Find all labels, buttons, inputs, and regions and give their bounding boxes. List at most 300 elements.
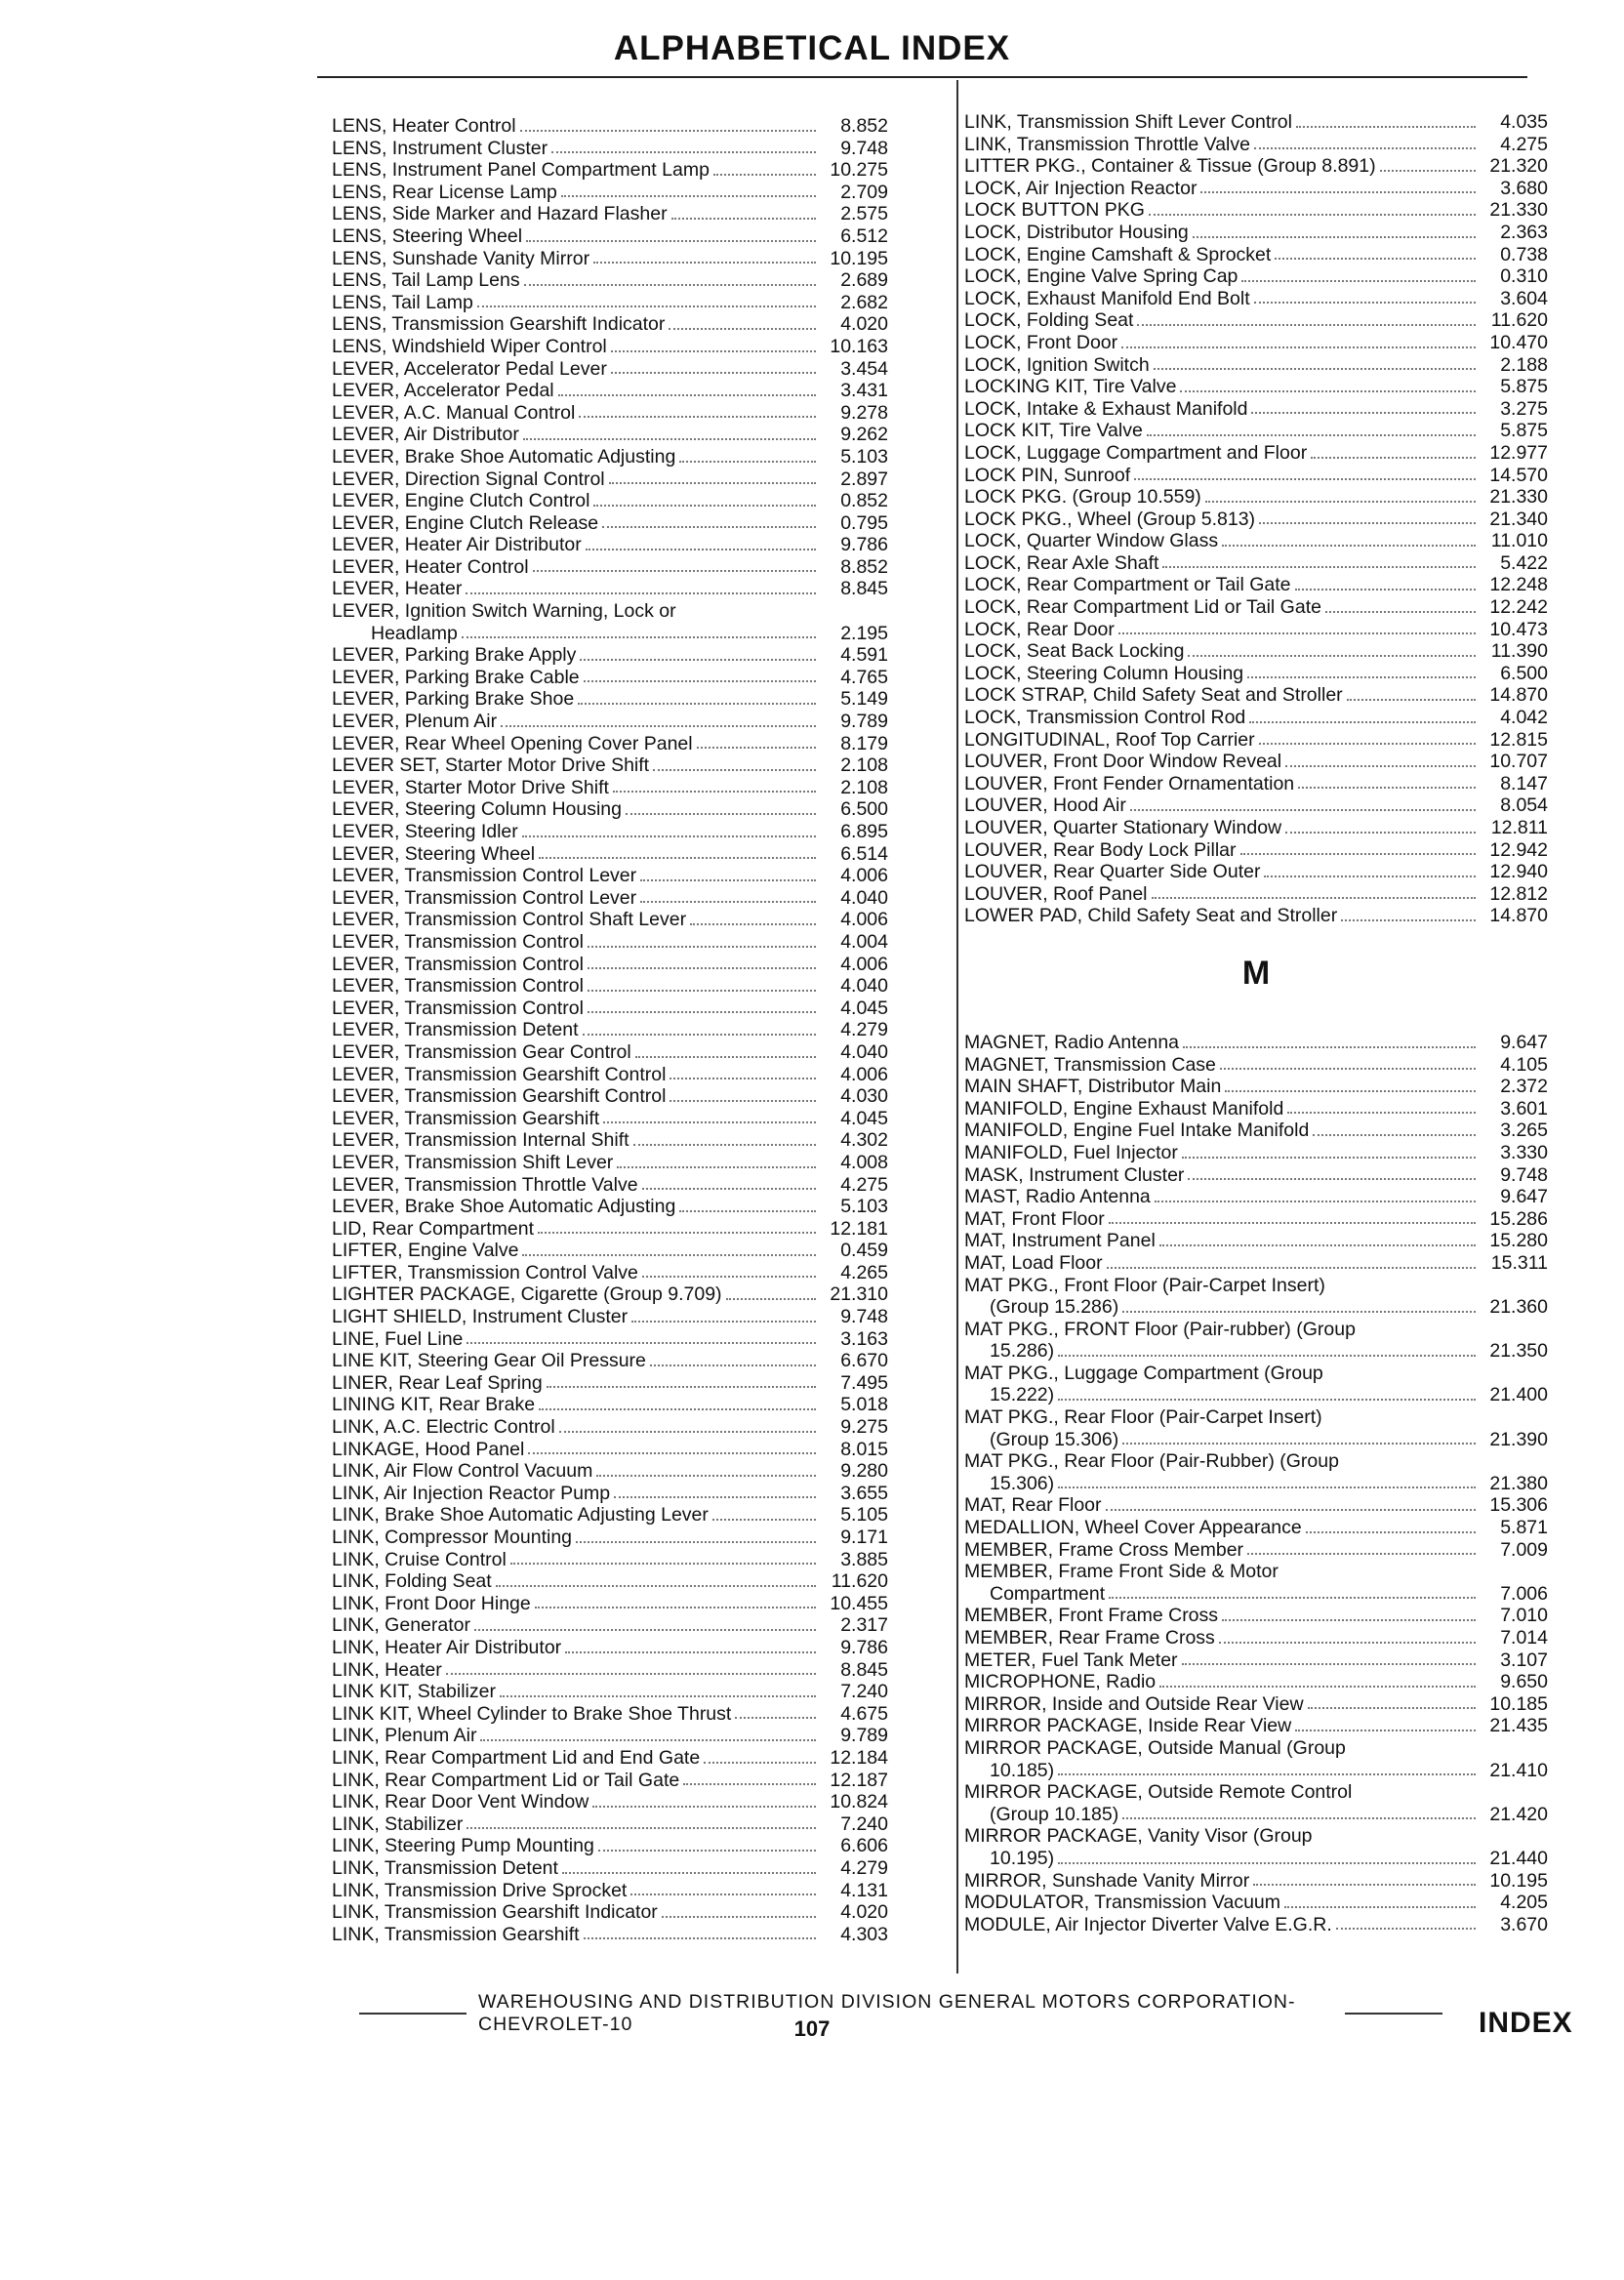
index-entry xyxy=(332,1857,888,1880)
index-entry xyxy=(964,1494,1548,1517)
dot-leader xyxy=(614,1496,816,1498)
index-entry-page-ref: 10.185 xyxy=(1489,1692,1548,1715)
index-entry-second-line xyxy=(964,1848,1548,1870)
dot-leader xyxy=(593,262,816,264)
dot-leader xyxy=(1311,457,1476,459)
index-entry-name: LINK, Transmission Gearshift Indicator xyxy=(332,1901,658,1924)
dot-leader xyxy=(1341,919,1476,921)
index-entry-name: LITTER PKG., Container & Tissue (Group 8.891) xyxy=(964,155,1376,178)
index-entry-name: LOCK, Exhaust Manifold End Bolt xyxy=(964,287,1250,309)
index-entry-name: LEVER, Rear Wheel Opening Cover Panel xyxy=(332,732,693,754)
index-entry-page-ref: 2.108 xyxy=(840,776,888,798)
index-entry xyxy=(332,843,888,866)
index-entry xyxy=(332,1174,888,1197)
index-entry-page-ref: 3.680 xyxy=(1500,177,1548,199)
index-entry-name: LEVER, Transmission Gearshift xyxy=(332,1107,600,1129)
dot-leader xyxy=(1285,832,1476,834)
dot-leader xyxy=(712,1519,816,1521)
index-entry xyxy=(332,777,888,799)
index-entry xyxy=(964,1825,1548,1869)
index-entry-name: LOCK BUTTON PKG xyxy=(964,199,1145,222)
index-entry-page-ref: 3.275 xyxy=(1500,397,1548,420)
dot-leader xyxy=(1220,1068,1476,1070)
dot-leader xyxy=(520,130,816,132)
index-entry-name: LEVER, A.C. Manual Control xyxy=(332,401,576,424)
index-entry-name: LEVER, Brake Shoe Automatic Adjusting xyxy=(332,1196,676,1218)
dot-leader xyxy=(653,769,816,771)
index-entry-first-line xyxy=(964,1450,1548,1473)
index-entry-page-ref: 3.885 xyxy=(840,1548,888,1570)
index-entry-page-ref: 9.786 xyxy=(840,1636,888,1658)
right-index-entries-m xyxy=(964,1032,1548,1935)
index-entry-first-line xyxy=(964,1406,1548,1429)
index-entry xyxy=(332,1240,888,1262)
index-entry xyxy=(332,975,888,998)
index-entry-page-ref: 21.400 xyxy=(1489,1384,1548,1406)
dot-leader xyxy=(1253,1884,1476,1886)
dot-leader xyxy=(592,1806,816,1808)
index-entry-name: LINK, Folding Seat xyxy=(332,1570,492,1593)
index-entry xyxy=(332,1770,888,1792)
dot-leader xyxy=(524,284,816,286)
index-entry-name: MAT PKG., Rear Floor (Pair-Carpet Insert) xyxy=(964,1406,1322,1429)
index-entry-name: LEVER, Accelerator Pedal Lever xyxy=(332,357,607,380)
index-entry-name: LINK, Air Flow Control Vacuum xyxy=(332,1460,593,1483)
index-entry-name: LOUVER, Front Door Window Reveal xyxy=(964,751,1282,773)
index-entry-page-ref: 4.302 xyxy=(840,1129,888,1152)
dot-leader xyxy=(1159,1686,1476,1688)
index-entry-page-ref: 9.275 xyxy=(840,1416,888,1439)
index-entry-name-continued: (Group 15.286) xyxy=(990,1296,1119,1319)
right-index-entries-l xyxy=(964,111,1548,927)
index-entry xyxy=(964,1120,1548,1142)
index-entry-page-ref: 8.179 xyxy=(840,732,888,754)
dot-leader xyxy=(526,240,816,242)
index-entry xyxy=(964,465,1548,487)
dot-leader xyxy=(586,549,816,550)
index-entry xyxy=(332,1372,888,1395)
index-entry-name: LINE KIT, Steering Gear Oil Pressure xyxy=(332,1350,646,1372)
index-entry-name: LINK, Brake Shoe Automatic Adjusting Lever xyxy=(332,1504,709,1527)
index-entry-name: MASK, Instrument Cluster xyxy=(964,1163,1185,1186)
dot-leader xyxy=(578,703,816,705)
dot-leader xyxy=(683,1783,816,1785)
index-entry xyxy=(332,1439,888,1461)
index-entry-name: LONGITUDINAL, Roof Top Carrier xyxy=(964,728,1255,751)
index-entry-name: LOCK, Rear Compartment Lid or Tail Gate xyxy=(964,596,1321,619)
index-entry-page-ref: 10.707 xyxy=(1489,751,1548,773)
dot-leader xyxy=(510,1563,816,1565)
dot-leader xyxy=(1205,501,1476,503)
index-entry-page-ref: 4.020 xyxy=(840,1901,888,1924)
index-entry-name: LENS, Tail Lamp xyxy=(332,291,473,313)
index-entry xyxy=(964,574,1548,596)
dot-leader xyxy=(588,1011,816,1013)
index-entry-page-ref: 3.107 xyxy=(1500,1649,1548,1671)
index-entry-page-ref: 14.870 xyxy=(1489,905,1548,927)
index-entry-page-ref: 4.675 xyxy=(840,1702,888,1725)
index-entry-name: LOCK, Engine Camshaft & Sprocket xyxy=(964,243,1272,265)
index-entry xyxy=(964,596,1548,619)
index-entry xyxy=(964,509,1548,531)
index-entry-page-ref: 9.748 xyxy=(1500,1163,1548,1186)
index-entry xyxy=(964,663,1548,685)
index-entry-page-ref: 6.500 xyxy=(840,798,888,821)
index-entry-name: LEVER, Transmission Control xyxy=(332,997,584,1019)
index-entry xyxy=(332,313,888,336)
index-entry-page-ref: 5.875 xyxy=(1500,376,1548,398)
index-entry xyxy=(964,134,1548,156)
index-entry-name: LOCK, Rear Compartment or Tail Gate xyxy=(964,574,1291,596)
index-entry-name: LEVER, Engine Clutch Release xyxy=(332,511,599,534)
dot-leader xyxy=(1240,853,1476,855)
index-entry xyxy=(332,490,888,512)
dot-leader xyxy=(583,1034,816,1036)
index-entry-name: MODULATOR, Transmission Vacuum xyxy=(964,1892,1280,1914)
index-entry-page-ref: 5.875 xyxy=(1500,420,1548,442)
index-entry-page-ref: 9.278 xyxy=(840,401,888,424)
index-entry-name: MEMBER, Frame Front Side & Motor xyxy=(964,1561,1279,1583)
index-entry-name: MAT PKG., FRONT Floor (Pair-rubber) (Group xyxy=(964,1318,1356,1340)
index-entry xyxy=(332,865,888,887)
dot-leader xyxy=(704,1762,816,1764)
index-entry-page-ref: 4.030 xyxy=(840,1085,888,1108)
dot-leader xyxy=(1058,1862,1476,1864)
index-entry-name: LINK, Transmission Detent xyxy=(332,1856,558,1879)
dot-leader xyxy=(1336,1928,1476,1930)
index-entry-first-line xyxy=(964,1275,1548,1297)
dot-leader xyxy=(1180,390,1476,392)
index-entry-page-ref: 21.360 xyxy=(1489,1296,1548,1319)
index-entry-page-ref: 3.655 xyxy=(840,1482,888,1504)
index-entry xyxy=(332,1637,888,1659)
index-entry xyxy=(332,1924,888,1946)
index-entry-page-ref: 6.606 xyxy=(840,1835,888,1857)
index-entry-first-line xyxy=(964,1737,1548,1760)
index-entry xyxy=(332,954,888,976)
dot-leader xyxy=(671,218,816,220)
index-entry-name: LEVER, Transmission Shift Lever xyxy=(332,1151,614,1173)
index-entry xyxy=(964,265,1548,288)
index-entry-page-ref: 5.018 xyxy=(840,1394,888,1416)
dot-leader xyxy=(559,1431,816,1433)
index-entry-page-ref: 3.670 xyxy=(1500,1913,1548,1935)
index-entry-name: LEVER, Plenum Air xyxy=(332,711,498,733)
index-entry xyxy=(332,733,888,755)
index-entry-name: LOUVER, Quarter Stationary Window xyxy=(964,817,1282,838)
dot-leader xyxy=(1296,126,1476,128)
dot-leader xyxy=(669,328,816,330)
index-entry-page-ref: 4.275 xyxy=(1500,133,1548,155)
index-entry-name: LEVER, Brake Shoe Automatic Adjusting xyxy=(332,445,676,468)
index-entry xyxy=(964,309,1548,332)
dot-leader xyxy=(588,967,816,969)
index-entry-name: LINK, Plenum Air xyxy=(332,1725,477,1747)
index-entry-name: LID, Rear Compartment xyxy=(332,1217,534,1240)
index-entry-page-ref: 4.042 xyxy=(1500,707,1548,729)
dot-leader xyxy=(1159,1244,1476,1246)
index-entry xyxy=(332,556,888,579)
dot-leader xyxy=(522,835,816,837)
index-entry-page-ref: 4.265 xyxy=(840,1261,888,1283)
index-entry-name: MAT, Instrument Panel xyxy=(964,1230,1156,1252)
index-entry-page-ref: 8.852 xyxy=(840,555,888,578)
index-entry xyxy=(332,269,888,292)
index-entry-page-ref: 9.748 xyxy=(840,1306,888,1328)
index-entry xyxy=(964,1693,1548,1716)
dot-leader xyxy=(1287,1112,1476,1114)
index-entry xyxy=(332,998,888,1020)
dot-leader xyxy=(617,1166,816,1168)
index-entry-name: MEMBER, Frame Cross Member xyxy=(964,1538,1244,1561)
index-entry xyxy=(964,861,1548,883)
index-entry-page-ref: 12.940 xyxy=(1489,861,1548,883)
index-entry-name: LEVER, Transmission Internal Shift xyxy=(332,1129,629,1152)
index-entry-name: LENS, Transmission Gearshift Indicator xyxy=(332,313,666,336)
index-entry-name: MIRROR PACKAGE, Outside Remote Control xyxy=(964,1781,1353,1804)
index-entry-page-ref: 12.977 xyxy=(1489,441,1548,464)
index-entry-page-ref: 6.514 xyxy=(840,842,888,865)
dot-leader xyxy=(576,1541,816,1543)
index-entry xyxy=(332,667,888,689)
index-entry-name-continued: Compartment xyxy=(990,1582,1106,1605)
index-entry-name: MEDALLION, Wheel Cover Appearance xyxy=(964,1517,1302,1539)
dot-leader xyxy=(593,505,816,507)
index-entry xyxy=(964,178,1548,200)
dot-leader xyxy=(1313,1134,1476,1136)
index-entry-page-ref: 5.149 xyxy=(840,688,888,711)
dot-leader xyxy=(480,1739,816,1741)
index-entry-name: LEVER SET, Starter Motor Drive Shift xyxy=(332,754,650,777)
dot-leader xyxy=(588,946,816,948)
index-entry-name: LOUVER, Hood Air xyxy=(964,794,1126,817)
index-entry-page-ref: 0.459 xyxy=(840,1240,888,1262)
dot-leader xyxy=(1225,1090,1476,1092)
index-entry-name: LINK KIT, Stabilizer xyxy=(332,1681,496,1703)
index-entry-name: LENS, Heater Control xyxy=(332,115,516,137)
index-entry-page-ref: 10.473 xyxy=(1489,618,1548,640)
index-entry-page-ref: 7.240 xyxy=(840,1812,888,1835)
dot-leader xyxy=(1325,611,1476,613)
index-entry-page-ref: 8.845 xyxy=(840,578,888,600)
index-entry-name: LOCK, Distributor Housing xyxy=(964,221,1189,243)
index-entry-name: LOCK, Rear Axle Shaft xyxy=(964,551,1159,574)
index-entry xyxy=(332,1196,888,1218)
index-entry-name: LOCK, Air Injection Reactor xyxy=(964,177,1198,199)
index-entry-name: MAT, Front Floor xyxy=(964,1207,1105,1230)
index-entry-name: LEVER, Engine Clutch Control xyxy=(332,490,590,512)
index-entry xyxy=(332,1681,888,1703)
index-entry xyxy=(332,578,888,600)
index-entry-page-ref: 21.310 xyxy=(830,1283,888,1306)
index-entry-name: LINKAGE, Hood Panel xyxy=(332,1438,525,1460)
index-entry-name: LOCK KIT, Tire Valve xyxy=(964,420,1143,442)
index-entry-name: Headlamp xyxy=(371,622,458,644)
index-entry xyxy=(332,1703,888,1726)
index-entry-name: MAT, Rear Floor xyxy=(964,1494,1102,1517)
index-entry-first-line xyxy=(964,1561,1548,1583)
index-entry-page-ref: 21.330 xyxy=(1489,486,1548,509)
index-entry-name: LENS, Instrument Cluster xyxy=(332,137,548,159)
dot-leader xyxy=(735,1717,816,1719)
dot-leader xyxy=(611,372,816,374)
index-entry-name: LEVER, Parking Brake Shoe xyxy=(332,688,575,711)
index-entry-first-line xyxy=(964,1363,1548,1385)
dot-leader xyxy=(501,725,816,727)
index-entry xyxy=(332,402,888,425)
index-entry-page-ref: 6.895 xyxy=(840,821,888,842)
index-entry xyxy=(964,905,1548,927)
index-entry-page-ref: 8.845 xyxy=(840,1658,888,1681)
index-entry-name: LENS, Tail Lamp Lens xyxy=(332,269,520,292)
index-entry xyxy=(332,1593,888,1615)
index-entry-name: LOUVER, Roof Panel xyxy=(964,882,1148,905)
dot-leader xyxy=(588,990,816,992)
index-entry-name-continued: 15.306) xyxy=(990,1472,1055,1494)
dot-leader xyxy=(562,1872,816,1874)
index-entry xyxy=(964,1142,1548,1164)
index-entry-page-ref: 2.188 xyxy=(1500,353,1548,376)
index-entry-page-ref: 21.330 xyxy=(1489,199,1548,222)
index-entry xyxy=(964,552,1548,575)
dot-leader xyxy=(626,813,816,815)
dot-leader xyxy=(1380,170,1476,172)
index-entry-name: LEVER, Starter Motor Drive Shift xyxy=(332,776,609,798)
index-entry xyxy=(332,225,888,248)
dot-leader xyxy=(1183,1046,1476,1048)
index-entry-page-ref: 3.265 xyxy=(1500,1120,1548,1142)
index-entry-page-ref: 4.040 xyxy=(840,1040,888,1063)
index-entry-page-ref: 3.431 xyxy=(840,380,888,402)
index-entry xyxy=(332,688,888,711)
dot-leader xyxy=(538,1232,816,1234)
index-entry-page-ref: 2.689 xyxy=(840,269,888,292)
dot-leader xyxy=(1219,1642,1476,1644)
dot-leader xyxy=(539,1408,816,1410)
index-entry xyxy=(964,773,1548,795)
index-entry xyxy=(964,486,1548,509)
index-entry xyxy=(332,1064,888,1086)
index-entry xyxy=(332,1085,888,1108)
index-entry-page-ref: 15.286 xyxy=(1489,1207,1548,1230)
index-entry xyxy=(332,1725,888,1747)
index-entry xyxy=(964,420,1548,442)
index-entry xyxy=(332,1901,888,1924)
dot-leader xyxy=(713,174,816,176)
index-entry-page-ref: 12.812 xyxy=(1489,882,1548,905)
index-entry xyxy=(964,817,1548,839)
index-entry-page-ref: 2.575 xyxy=(840,203,888,225)
index-entry-name: MIRROR PACKAGE, Outside Manual (Group xyxy=(964,1736,1346,1759)
dot-leader xyxy=(539,857,816,859)
index-entry-name: LEVER, Transmission Control Lever xyxy=(332,865,637,887)
index-entry-name: LOUVER, Front Fender Ornamentation xyxy=(964,772,1295,794)
dot-leader xyxy=(1275,258,1476,260)
index-entry xyxy=(964,1605,1548,1627)
index-entry-page-ref: 3.163 xyxy=(840,1327,888,1350)
index-entry xyxy=(332,182,888,204)
index-entry xyxy=(332,1416,888,1439)
dot-leader xyxy=(726,1298,816,1300)
dot-leader xyxy=(1118,632,1476,634)
index-entry-page-ref: 4.765 xyxy=(840,666,888,688)
dot-leader xyxy=(1259,743,1476,745)
index-entry xyxy=(964,707,1548,729)
dot-leader xyxy=(1122,1311,1476,1313)
dot-leader xyxy=(565,1651,816,1653)
index-entry xyxy=(332,798,888,821)
index-entry-page-ref: 12.815 xyxy=(1489,728,1548,751)
index-entry xyxy=(964,1627,1548,1649)
index-entry-name: LEVER, Accelerator Pedal xyxy=(332,380,554,402)
index-entry-page-ref: 7.014 xyxy=(1500,1627,1548,1649)
index-entry-name: LOCK, Engine Valve Spring Cap xyxy=(964,265,1238,288)
index-entry xyxy=(964,839,1548,862)
column-divider xyxy=(956,80,958,1974)
dot-leader xyxy=(697,747,816,749)
index-entry-page-ref: 2.682 xyxy=(840,291,888,313)
index-entry-page-ref: 9.647 xyxy=(1500,1031,1548,1053)
index-entry xyxy=(332,1659,888,1682)
index-entry-page-ref: 4.279 xyxy=(840,1856,888,1879)
dot-leader xyxy=(630,1893,816,1895)
index-entry-name: MIRROR, Inside and Outside Rear View xyxy=(964,1692,1304,1715)
index-entry-name-continued: (Group 15.306) xyxy=(990,1428,1119,1450)
index-entry-name: MANIFOLD, Engine Fuel Intake Manifold xyxy=(964,1120,1310,1142)
dot-leader xyxy=(1147,434,1476,436)
dot-leader xyxy=(1155,1201,1476,1202)
index-entry-page-ref: 21.320 xyxy=(1489,155,1548,178)
index-entry-page-ref: 5.103 xyxy=(840,1196,888,1218)
index-entry-name: LOCK, Luggage Compartment and Floor xyxy=(964,441,1308,464)
index-entry xyxy=(332,887,888,910)
index-entry xyxy=(332,115,888,138)
index-entry xyxy=(332,1460,888,1483)
dot-leader xyxy=(1193,236,1476,238)
dot-leader xyxy=(1222,545,1476,547)
dot-leader xyxy=(1107,1267,1476,1269)
dot-leader xyxy=(690,923,816,925)
index-entry xyxy=(332,1394,888,1416)
right-index-column xyxy=(964,111,1548,1935)
dot-leader xyxy=(579,416,816,418)
dot-leader xyxy=(1106,1509,1477,1511)
index-entry-name: LOCK, Folding Seat xyxy=(964,309,1134,332)
index-entry-second-line xyxy=(964,1760,1548,1782)
index-entry xyxy=(964,1252,1548,1275)
index-entry-name-continued: 15.286) xyxy=(990,1340,1055,1363)
index-entry xyxy=(332,1747,888,1770)
index-entry xyxy=(964,1539,1548,1562)
index-entry-second-line xyxy=(964,1340,1548,1363)
index-entry xyxy=(332,1880,888,1902)
index-entry xyxy=(332,1483,888,1505)
index-entry xyxy=(964,1363,1548,1406)
index-entry-second-line xyxy=(964,1429,1548,1451)
dot-leader xyxy=(650,1364,816,1366)
index-entry-page-ref: 4.279 xyxy=(840,1019,888,1041)
index-entry-name: LENS, Rear License Lamp xyxy=(332,181,557,203)
index-entry-page-ref: 2.317 xyxy=(840,1614,888,1637)
index-entry xyxy=(332,1019,888,1041)
footer-text: WAREHOUSING AND DISTRIBUTION DIVISION GENERAL MOTORS CORPORATION-CHEVROLET-10 xyxy=(478,1991,1296,2035)
index-entry-page-ref: 21.420 xyxy=(1489,1803,1548,1825)
dot-leader xyxy=(631,1321,816,1323)
index-entry-first-line xyxy=(964,1319,1548,1341)
index-entry-name-continued: (Group 10.185) xyxy=(990,1803,1119,1825)
index-entry-name: LIGHTER PACKAGE, Cigarette (Group 9.709) xyxy=(332,1283,722,1306)
index-entry-page-ref: 4.020 xyxy=(840,313,888,336)
